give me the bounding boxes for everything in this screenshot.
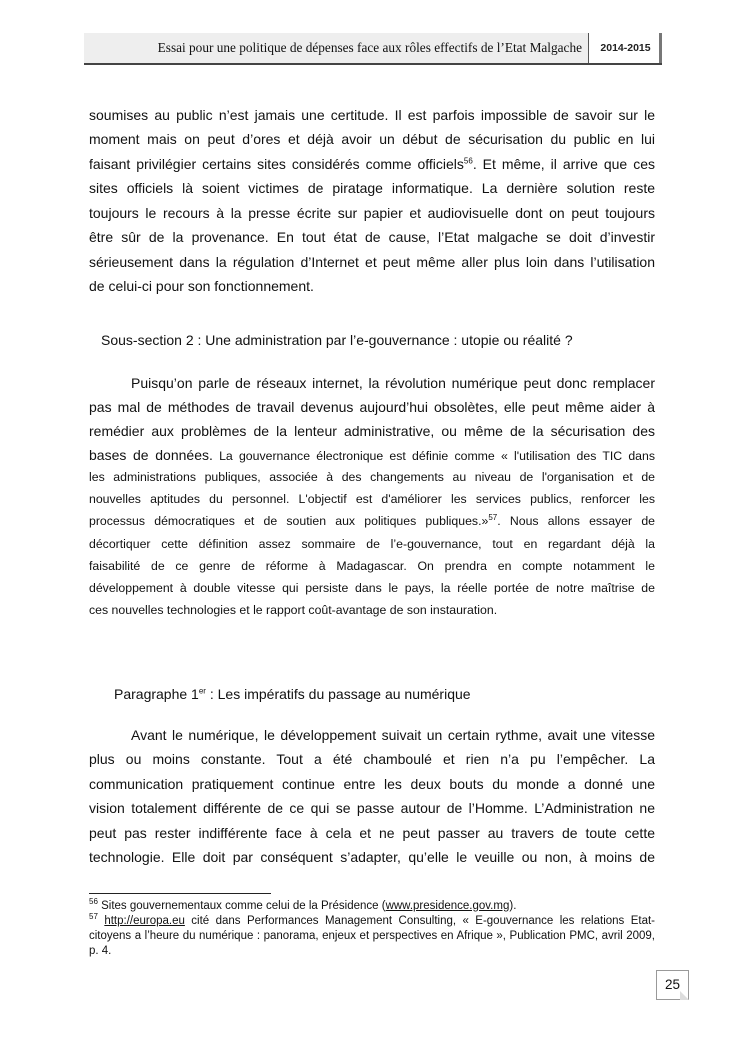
footnote-text: Sites gouvernementaux comme celui de la Présidence (	[97, 900, 386, 912]
footnote-text: ).	[509, 900, 517, 912]
footnote-56	[89, 899, 655, 914]
quote-line: décortiquer cette définition assez sommaire de l’e-gouvernance, tout en regardant déjà la	[89, 537, 655, 551]
body-line: sites officiels là soient victimes de piratage informatique. La dernière solution reste	[89, 180, 655, 196]
page-number	[656, 970, 689, 1000]
quote-text: processus démocratiques et de soutien aux politiques publiques.»	[89, 514, 489, 528]
body-line: être sûr de la provenance. En tout état de cause, l’Etat malgache se doit d’investir	[89, 229, 655, 245]
body-line: soumises au public n’est jamais une certitude. Il est parfois impossible de savoir sur le	[89, 107, 655, 123]
footnote-link[interactable]: http://europa.eu	[104, 915, 185, 927]
body-line: remédier aux problèmes de la lenteur administrative, ou même de la sécurisation des	[89, 423, 655, 439]
quote-line: faisabilité de ce genre de réforme à Madagascar. On prendra en compte notamment le	[89, 559, 655, 573]
paragraph-heading	[114, 684, 471, 704]
quote-line	[89, 510, 655, 532]
header-title: Essai pour une politique de dépenses face aux rôles effectifs de l’Etat Malgache	[84, 33, 588, 63]
body-text: bases de données.	[89, 447, 213, 463]
footnote-ref[interactable]: 57	[488, 512, 498, 522]
running-header	[84, 33, 662, 65]
header-year: 2014-2015	[592, 33, 662, 63]
quote-line: développement à double vitesse qui persiste dans le pays, la réelle portée de notre maîtrise de	[89, 581, 655, 595]
footnote-link[interactable]: www.presidence.gov.mg	[385, 900, 510, 912]
body-line	[89, 443, 655, 468]
quote-line: les administrations publiques, associée à des changements au niveau de l'organisation et de	[89, 470, 655, 484]
body-line: vision totalement différente de ce qui se passe autour de l’Homme. L’Administration ne	[89, 800, 655, 816]
quote-line: ces nouvelles technologies et le rapport coût-avantage de son instauration.	[89, 603, 498, 617]
body-line: plus ou moins constante. Tout a été chamboulé et rien n’a pu l’empêcher. La	[89, 751, 655, 767]
footnote-text: cité dans Performances Management Consulting, « E-gouvernance les relations Etat-citoyens a l’heure du numérique : panorama, enjeux et perspectives en Afrique », Publication PMC, avril 2009, p. 4.	[89, 915, 655, 957]
body-line: technologie. Elle doit par conséquent s’adapter, qu’elle le veuille ou non, à moins de	[89, 849, 655, 865]
body-line: communication pratiquement continue entre les deux bouts du monde a donné une	[89, 776, 655, 792]
heading-sup: er	[198, 686, 206, 696]
quote-text: . Nous allons essayer de	[497, 514, 655, 528]
quote-line: nouvelles aptitudes du personnel. L'objectif est d'améliorer les services publics, renforcer les	[89, 492, 655, 506]
heading-suffix: : Les impératifs du passage au numérique	[205, 686, 471, 702]
page-number-text: 25	[664, 977, 681, 992]
body-line: Avant le numérique, le développement suivait un certain rythme, avait une vitesse	[131, 727, 655, 743]
body-text: faisant privilégier certains sites considérés comme officiels	[89, 156, 464, 172]
body-line: moment mais on peut d’ores et déjà avoir un début de sécurisation du public en lui	[89, 131, 655, 147]
footnote-number: 56	[89, 897, 98, 907]
quote-text: La gouvernance électronique est définie comme « l'utilisation des TIC dans	[212, 449, 655, 463]
body-line: Puisqu’on parle de réseaux internet, la révolution numérique peut donc remplacer	[131, 375, 655, 391]
body-line: toujours le recours à la presse écrite sur papier et audiovisuelle dont on peut toujours	[89, 205, 655, 221]
body-text: . Et même, il arrive que ces	[472, 156, 655, 172]
page-curl-icon	[680, 991, 689, 1000]
body-line: de celui-ci pour son fonctionnement.	[89, 278, 314, 294]
heading-prefix: Paragraphe 1	[114, 686, 199, 702]
footnote-rule	[89, 893, 271, 894]
body-line	[89, 152, 655, 177]
footnote-57	[89, 914, 655, 959]
footnote-ref[interactable]: 56	[463, 156, 473, 166]
footnote-number: 57	[89, 912, 98, 922]
header-separator	[588, 33, 589, 63]
body-line: pas mal de méthodes de travail devenus aujourd’hui obsolètes, elle peut même aider à	[89, 399, 655, 415]
subsection-heading: Sous-section 2 : Une administration par l’e-gouvernance : utopie ou réalité ?	[101, 332, 573, 348]
body-line: peut pas rester indifférente face à cela et ne peut passer au travers de toute cette	[89, 825, 655, 841]
body-line: sérieusement dans la régulation d’Internet et peut même aller plus loin dans l’utilisation	[89, 254, 655, 270]
